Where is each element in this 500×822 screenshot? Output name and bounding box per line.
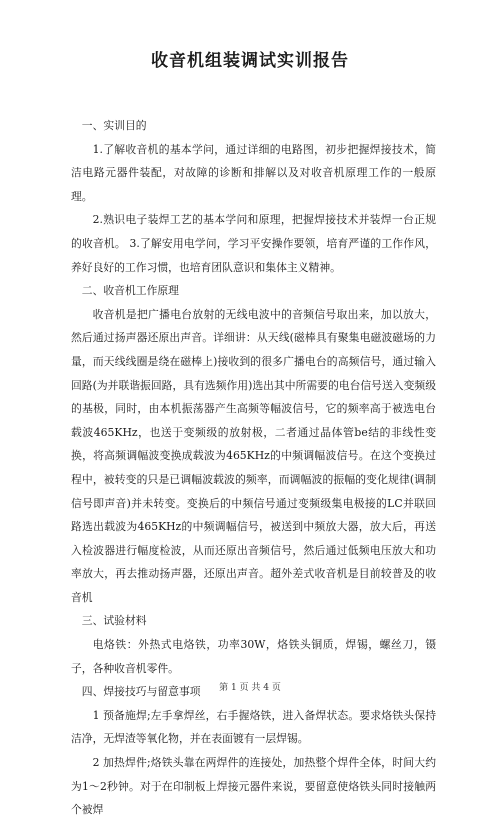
page-footer: 第 1 页 共 4 页 <box>219 683 281 693</box>
paragraph: 1.了解收音机的基本学问，通过详细的电路图，初步把握焊接技术，简洁电路元器件装配，对故障的诊断和排解以及对收音机原理工作的一般原理。 <box>71 142 436 203</box>
document-body <box>71 114 436 822</box>
paragraph: 2.熟识电子装焊工艺的基本学问和原理，把握焊接技术并装焊一台正规的收音机。 3.了解安用电学问，学习平安操作要领，培育严谨的工作作风，养好良好的工作习惯，也培育团队意识和集体主义精神。 <box>71 213 436 274</box>
paragraph: 收音机是把广播电台放射的无线电波中的音频信号取出来，加以放大，然后通过扬声器还原出声音。详细讲：从天线(磁棒具有聚集电磁波磁场的力量，而天线线圈是绕在磁棒上)接收到的很多广播电台的高频信号，通过输入回路(为并联谐振回路，具有选频作用)选出其中所需要的电台信号送入变频级的基极，同时，由本机振荡器产生高频等幅波信号，它的频率高于被选电台载波465KHz，也送于变频级的放射极，二者通过晶体管be结的非线性变换，将高频调幅波变换成载波为465KHz的中频调幅波信号。在这个变换过程中，被转变的只是已调幅波载波的频率，而调幅波的振幅的变化规律(调制信号即声音)并未转变。变换后的中频信号通过变频级集电极接的LC并联回路选出载波为465KHz的中频调幅信号，被送到中频放大器，放大后，再送入检波器进行幅度检波，从而还原出音频信号，然后通过低频电压放大和功率放大，再去推动扬声器，还原出声音。超外差式收音机是目前较普及的收音机 <box>71 307 436 604</box>
document-title: 收音机组装调试实训报告 <box>151 51 349 71</box>
paragraph: 电烙铁：外热式电烙铁，功率30W，烙铁头铜质，焊锡，螺丝刀，镊子，各种收音机零件。 <box>71 638 436 675</box>
paragraph: 1 预备施焊;左手拿焊丝，右手握烙铁，进入备焊状态。要求烙铁头保持洁净，无焊渣等氧化物，并在表面镀有一层焊锡。 <box>71 708 436 746</box>
paragraph: 2 加热焊件;烙铁头靠在两焊件的连接处，加热整个焊件全体，时间大约为1～2秒钟。对于在印制板上焊接元器件来说，要留意使烙铁头同时接触两个被焊 <box>71 756 436 817</box>
section-heading-purpose: 一、实训目的 <box>81 119 147 132</box>
section-heading-materials: 三、试验材料 <box>81 614 147 628</box>
section-heading-principle: 二、收音机工作原理 <box>81 284 179 298</box>
section-heading-techniques: 四、焊接技巧与留意事项 <box>81 685 201 699</box>
